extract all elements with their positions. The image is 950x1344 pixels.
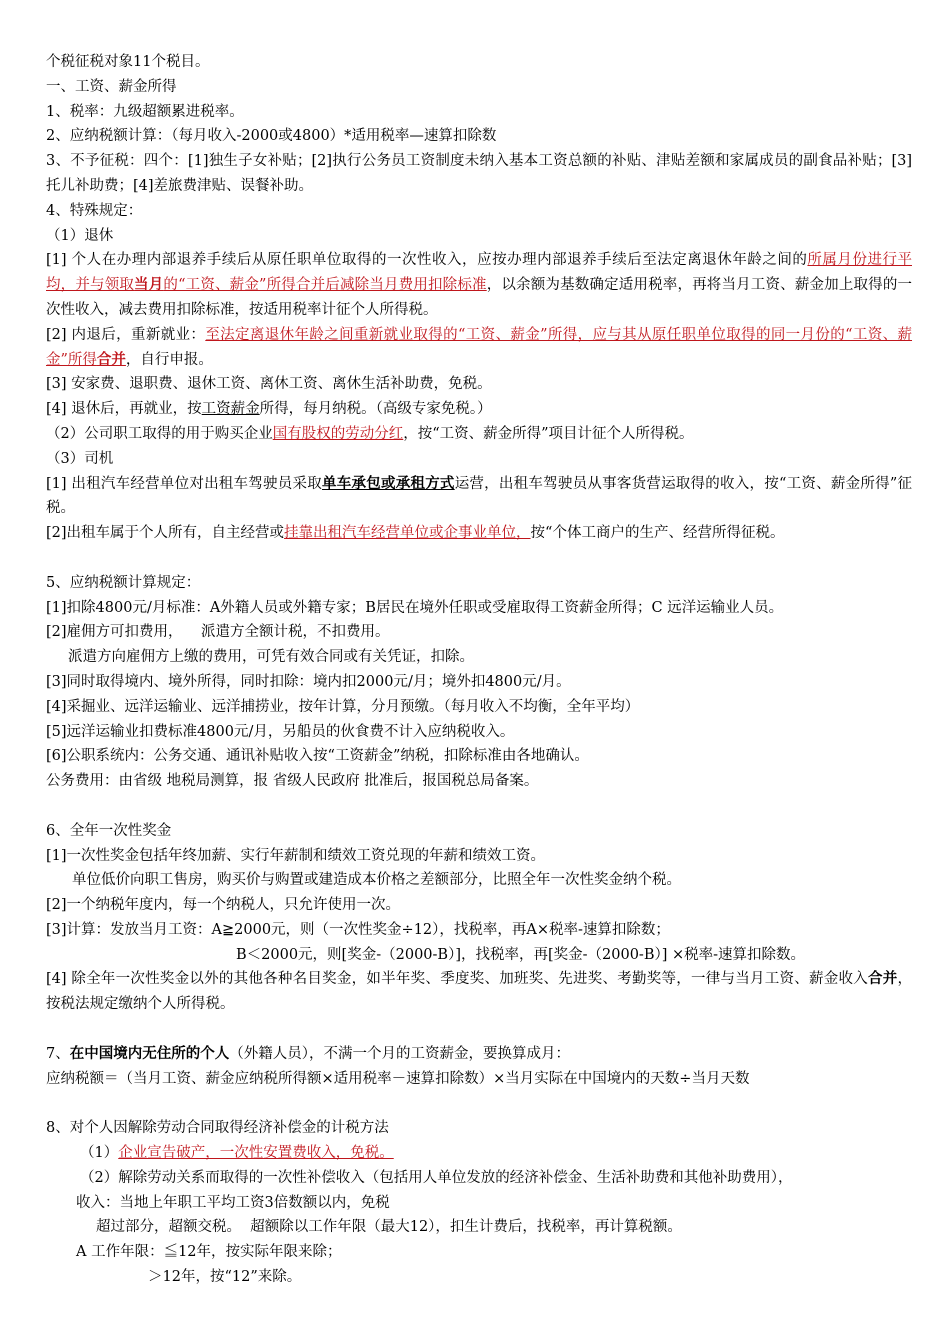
text-line: [1]一次性奖金包括年终加薪、实行年薪制和绩效工资兑现的年薪和绩效工资。 (46, 847, 546, 864)
section-heading: 7、在中国境内无住所的个人（外籍人员），不满一个月的工资薪金，要换算成月： (46, 1044, 570, 1062)
text-line: [1]扣除4800元/月标准：A外籍人员或外籍专家；B居民在境外任职或受雇取得工资薪金所得；C 远洋运输业人员。 (46, 599, 784, 616)
section-heading: 8、对个人因解除劳动合同取得经济补偿金的计税方法 (46, 1120, 389, 1137)
text-line: 收入：当地上年职工平均工资3倍数额以内，免税 (76, 1194, 390, 1211)
text-line: [3]同时取得境内、境外所得，同时扣除：境内扣2000元/月；境外扣4800元/月。 (46, 673, 571, 690)
subsection-heading: （1）退休 (46, 227, 114, 244)
text-line: 4、特殊规定： (46, 202, 143, 219)
text-line: 超过部分，超额交税。 超额除以工作年限（最大12），扣生计费后，找税率，再计算税额。 (96, 1219, 682, 1236)
text-line: [2]一个纳税年度内，每一个纳税人，只允许使用一次。 (46, 897, 401, 914)
text-line: 1、税率：九级超额累进税率。 (46, 103, 244, 120)
text-line: ＞12年，按“12”来除。 (148, 1269, 302, 1286)
text-line: A 工作年限：≦12年，按实际年限来除； (76, 1244, 342, 1261)
retire-item-3: [3] 安家费、退职费、退休工资、离休工资、离休生活补助费，免税。 (46, 376, 492, 393)
spacer (46, 546, 912, 571)
spacer (46, 1017, 912, 1042)
section-heading: 5、应纳税额计算规定： (46, 574, 201, 591)
text-line: [4]采掘业、远洋运输业、远洋捕捞业，按年计算，分月预缴。（每月收入不均衡，全年平均） (46, 698, 640, 715)
section-heading: 一、工资、薪金所得 (46, 78, 177, 95)
section-heading: 6、全年一次性奖金 (46, 822, 172, 839)
spacer (46, 794, 912, 819)
retire-item-4: [4] 退休后，再就业，按工资薪金所得，每月纳税。（高级专家免税。） (46, 401, 492, 418)
text-line: [6]公职系统内：公务交通、通讯补贴收入按“工资薪金”纳税，扣除标准由各地确认。 (46, 748, 589, 765)
retire-item-2: [2] 内退后，重新就业：至法定离退休年龄之间重新就业取得的“工资、薪金”所得，应与其从原任职单位取得的同一月份的“工资、薪金”所得合并，自行申报。 (46, 326, 913, 368)
text-line: 公务费用：由省级 地税局测算，报 省级人民政府 批准后，报国税总局备案。 (46, 773, 539, 790)
text-line: 个税征税对象11个税目。 (46, 54, 210, 70)
text-paragraph: 3、不予征税：四个：[1]独生子女补贴；[2]执行公务员工资制度未纳入基本工资总额的补贴、津贴差额和家属成员的副食品补贴；[3]托儿补助费；[4]差旅费津贴、误餐补助。 (46, 153, 912, 194)
document-body (46, 50, 912, 1290)
text-line: B＜2000元，则[奖金-（2000-B）]，找税率，再[奖金-（2000-B）] ×税率-速算扣除数。 (236, 946, 806, 963)
text-line: 单位低价向职工售房，购买价与购置或建造成本价格之差额部分，比照全年一次性奖金纳个税。 (72, 872, 681, 889)
spacer (46, 1091, 912, 1116)
text-line: [3]计算：发放当月工资：A≧2000元，则（一次性奖金÷12），找税率，再A×税率-速算扣除数； (46, 921, 670, 938)
driver-item-1: [1] 出租汽车经营单位对出租车驾驶员采取单车承包或承租方式运营，出租车驾驶员从事客货营运取得的收入，按“工资、薪金所得”征税。 (46, 474, 913, 517)
formula-line: 应纳税额＝（当月工资、薪金应纳税所得额×适用税率－速算扣除数）×当月实际在中国境内的天数÷当月天数 (46, 1070, 750, 1087)
text-line: （2）解除劳动关系而取得的一次性补偿收入（包括用人单位发放的经济补偿金、生活补助费和其他补助费用）， (80, 1169, 793, 1186)
text-line: [2]雇佣方可扣费用， 派遣方全额计税，不扣费用。 (46, 624, 390, 641)
retire-item-1: [1] 个人在办理内部退养手续后从原任职单位取得的一次性收入，应按办理内部退养手续后至法定离退休年龄之间的所属月份进行平均，并与领取当月的“工资、薪金”所得合并后减除当月费用扣除标准，以余额为基数确定适用税率，再将当月工资、薪金加上取得的一次性收入，减去费用扣除标准，按适用税率计征个人所得税。 (46, 252, 913, 318)
text-line: （1）企业宣告破产，一次性安置费收入，免税。 (80, 1145, 394, 1162)
driver-item-2: [2]出租车属于个人所有，自主经营或挂靠出租汽车经营单位或企事业单位，按“个体工商户的生产、经营所得征税。 (46, 525, 785, 542)
driver-heading: （3）司机 (46, 450, 114, 467)
corp-bonus-line: （2）公司职工取得的用于购买企业国有股权的劳动分红，按“工资、薪金所得”项目计征个人所得税。 (46, 425, 694, 442)
text-paragraph: [4] 除全年一次性奖金以外的其他各种名目奖金，如半年奖、季度奖、加班奖、先进奖、考勤奖等，一律与当月工资、薪金收入合并，按税法规定缴纳个人所得税。 (46, 970, 912, 1013)
text-line: 2、应纳税额计算：（每月收入-2000或4800）*适用税率—速算扣除数 (46, 128, 497, 145)
text-line: [5]远洋运输业扣费标准4800元/月，另船员的伙食费不计入应纳税收入。 (46, 723, 515, 740)
text-line: 派遣方向雇佣方上缴的费用，可凭有效合同或有关凭证，扣除。 (68, 649, 474, 666)
